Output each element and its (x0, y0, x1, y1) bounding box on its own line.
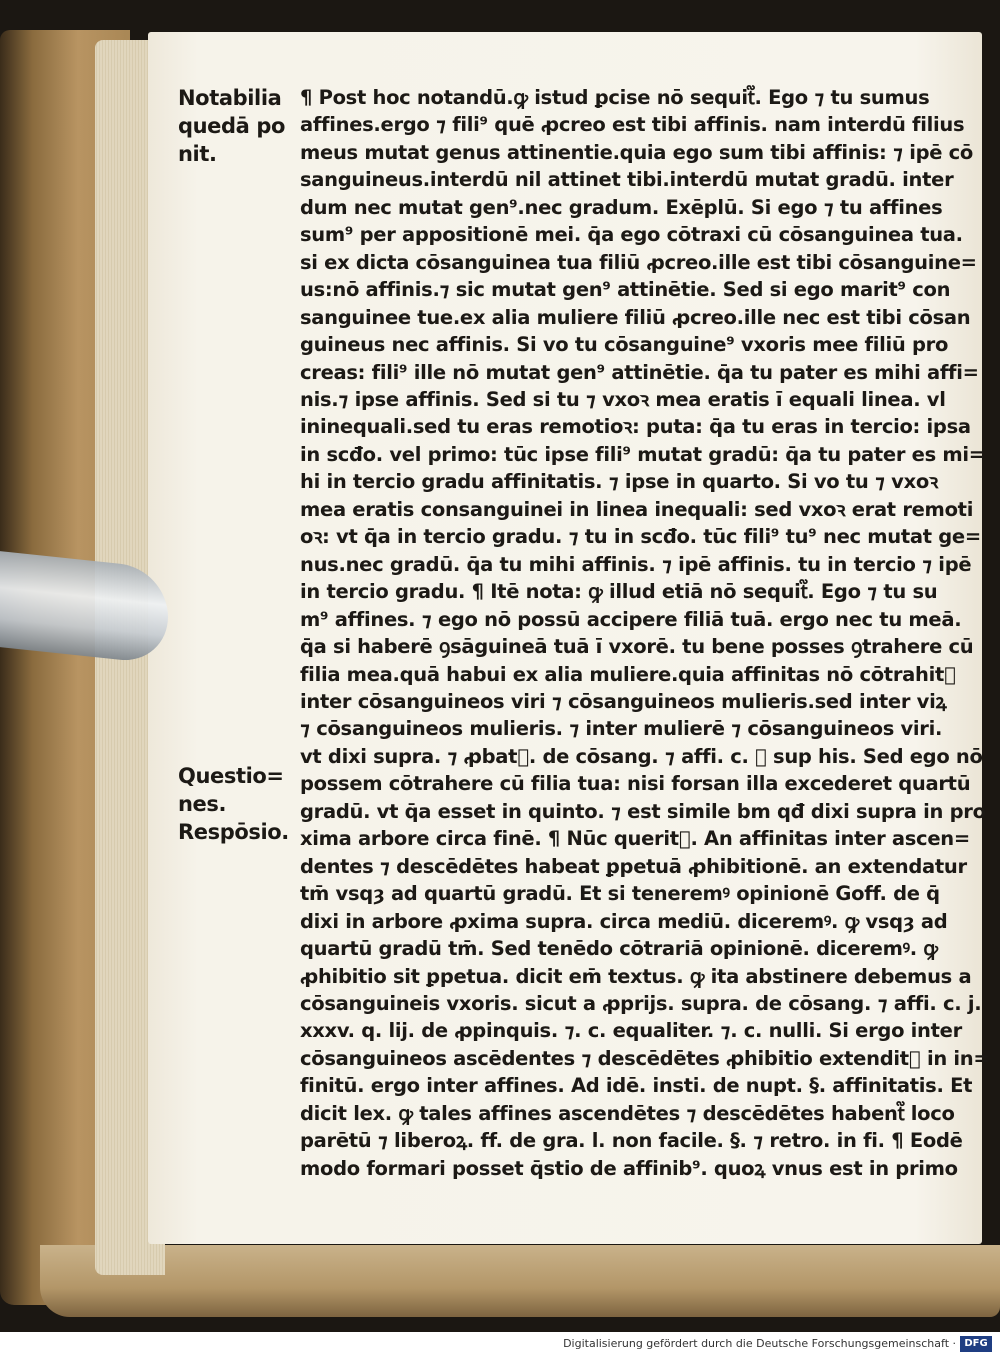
footer-bar (0, 1332, 1000, 1358)
text-line: parētū ⁊ liberoꝝ. ff. de gra. l. non facile. §. ⁊ retro. in fi. ¶ Eodē (300, 1129, 963, 1153)
text-line: us:nō affinis.⁊ sic mutat gen⁹ attinētie. Sed si ego marit⁹ con (300, 278, 951, 302)
book-cover-bottom-edge (40, 1245, 1000, 1317)
text-line: creas: fili⁹ ille nō mutat gen⁹ attinētie. q̄a tu pater es mihi affi= (300, 360, 979, 384)
margin-note-line: Notabilia (178, 86, 282, 110)
text-line: cōsanguineis vxoris. sicut a ꝓprijs. supra. de cōsang. ⁊ affi. c. j. (300, 991, 982, 1015)
text-line: mea eratis consanguinei in linea inequali: sed vxoꝛ erat remoti (300, 497, 974, 521)
margin-note-line: quedā po (178, 114, 285, 138)
funding-credit: Digitalisierung gefördert durch die Deutsche Forschungsgemeinschaft · (563, 1337, 956, 1350)
text-line: q̄a si haberē ꝯsāguineā tuā ī vxorē. tu bene posses ꝯtrahere cū (300, 635, 974, 659)
text-line: modo formari posset q̄stio de affinib⁹. quoꝝ vnus est in primo (300, 1156, 958, 1180)
text-line: hi in tercio gradu affinitatis. ⁊ ipse in quarto. Si vo tu ⁊ vxoꝛ (300, 470, 938, 494)
text-line: si ex dicta cōsanguinea tua filiū ꝓcreo.ille est tibi cōsanguine= (300, 250, 977, 274)
text-line: xima arbore circa finē. ¶ Nūc querit᷑. An affinitas inter ascen= (300, 827, 970, 851)
text-line: ininequali.sed tu eras remotioꝛ: puta: q̄a tu eras in tercio: ipsa (300, 415, 971, 439)
text-line: finitū. ergo inter affines. Ad idē. insti. de nupt. §. affinitatis. Et (300, 1074, 973, 1098)
margin-note-line: nit. (178, 142, 217, 166)
dfg-logo: DFG (960, 1336, 992, 1352)
text-line: tm̄ vsqȝ ad quartū gradū. Et si teneremꝰ opinionē Goff. de q̄ (300, 882, 940, 906)
text-line: cōsanguineos ascēdentes ⁊ descēdētes ꝓhibitio extendit᷑ in in= (300, 1046, 990, 1070)
text-line: oꝛ: vt q̄a in tercio gradu. ⁊ tu in scđo. tūc fili⁹ tu⁹ nec mutat ge= (300, 525, 981, 549)
text-line: possem cōtrahere cū filia tua: nisi forsan illa excederet quartū (300, 772, 971, 796)
text-line: dicit lex. ꝙ tales affines ascendētes ⁊ descēdētes habent᷑ loco (300, 1101, 955, 1125)
text-line: quartū gradū tm̄. Sed tenēdo cōtrariā opinionē. diceremꝰ. ꝙ (300, 937, 938, 961)
text-line: m⁹ affines. ⁊ ego nō possū accipere filiā tuā. ergo nec tu meā. (300, 607, 962, 631)
text-line: xxxv. q. lij. de ꝓpinquis. ⁊. c. equaliter. ⁊. c. nulli. Si ergo inter (300, 1019, 962, 1043)
text-line: ¶ Post hoc notandū.ꝙ istud ꝑcise nō sequit᷑. Ego ⁊ tu sumus (300, 86, 930, 109)
text-line: filia mea.quā habui ex alia muliere.quia affinitas nō cōtrahit᷑ (300, 662, 956, 686)
text-line: affines.ergo ⁊ fili⁹ quē ꝓcreo est tibi affinis. nam interdū filius (300, 113, 965, 137)
text-line: inter cōsanguineos viri ⁊ cōsanguineos mulieris.sed inter viꝝ (300, 689, 947, 713)
text-line: sum⁹ per appositionē mei. q̄a ego cōtraxi cū cōsanguinea tua. (300, 223, 963, 247)
text-line: sanguinee tue.ex alia muliere filiū ꝓcreo.ille nec est tibi cōsan (300, 305, 971, 329)
margin-note-line: nes. (178, 792, 227, 816)
text-line: dentes ⁊ descēdētes habeat ꝑpetuā ꝓhibitionē. an extendatur (300, 854, 967, 878)
text-line: nus.nec gradū. q̄a tu mihi affinis. ⁊ ipē affinis. tu in tercio ⁊ ipē (300, 552, 972, 576)
text-line: nis.⁊ ipse affinis. Sed si tu ⁊ vxoꝛ mea eratis ī equali linea. vl (300, 387, 946, 411)
text-line: guineus nec affinis. Si vo tu cōsanguine⁹ vxoris mee filiū pro (300, 333, 949, 357)
text-line: dixi in arbore ꝓxima supra. circa mediū. diceremꝰ. ꝙ vsqȝ ad (300, 909, 948, 933)
text-line: ⁊ cōsanguineos mulieris. ⁊ inter mulierē ⁊ cōsanguineos viri. (300, 717, 943, 741)
text-line: sanguineus.interdū nil attinet tibi.interdū mutat gradū. inter (300, 168, 954, 192)
text-line: meus mutat genus attinentie.quia ego sum tibi affinis: ⁊ ipē cō (300, 140, 974, 164)
margin-note-notabilia (178, 84, 288, 168)
text-line: in scđo. vel primo: tūc ipse fili⁹ mutat gradū: q̄a tu pater es mi= (300, 442, 985, 466)
text-line: dum nec mutat gen⁹.nec gradum. Exēplū. Si ego ⁊ tu affines (300, 195, 943, 219)
main-text-block (300, 84, 990, 1182)
margin-note-questiones (178, 762, 288, 846)
margin-note-line: Questio= (178, 764, 284, 788)
text-line: gradū. vt q̄a esset in quinto. ⁊ est simile bm qđ dixi supra in pro (300, 799, 986, 823)
text-line: ꝓhibitio sit ꝑpetua. dicit em̄ textus. ꝙ ita abstinere debemus a (300, 964, 972, 988)
text-line: vt dixi supra. ⁊ ꝓbat᷑. de cōsang. ⁊ affi. c. ꝙ sup his. Sed ego nō (300, 744, 983, 768)
margin-note-line: Respōsio. (178, 820, 289, 844)
text-line: in tercio gradu. ¶ Itē nota: ꝙ illud etiā nō sequit᷑. Ego ⁊ tu su (300, 580, 938, 604)
